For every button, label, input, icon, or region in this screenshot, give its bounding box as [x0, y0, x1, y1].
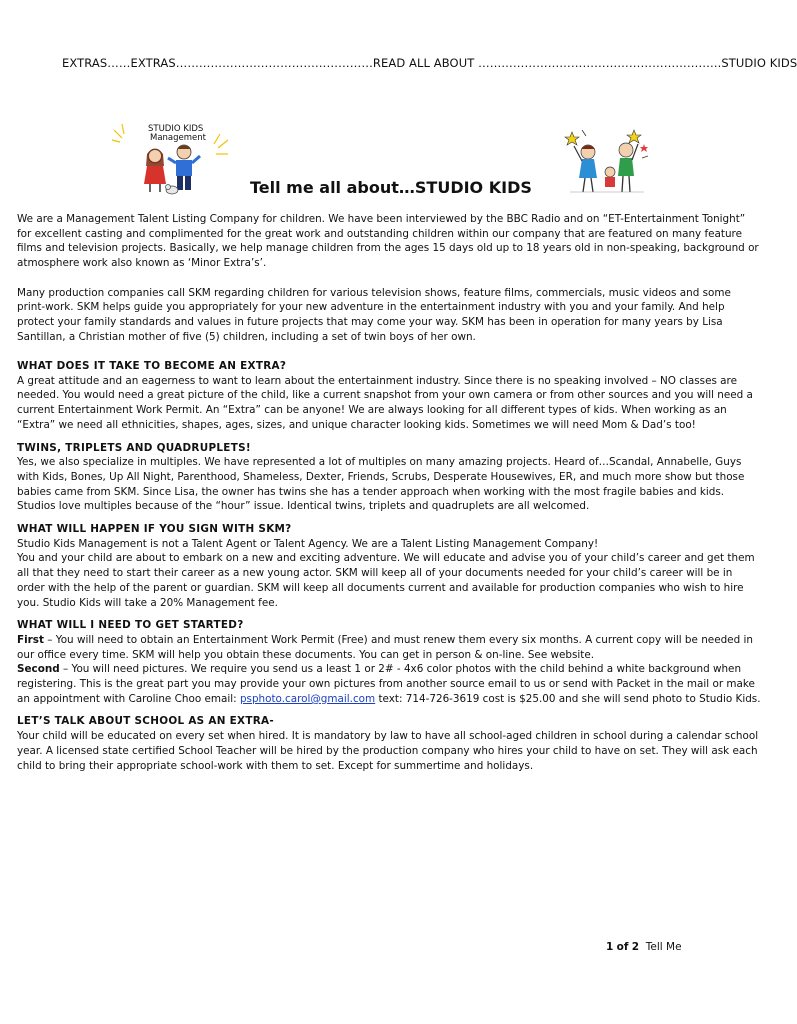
section-heading-extra: WHAT DOES IT TAKE TO BECOME AN EXTRA?	[17, 360, 287, 372]
section-heading-sign: WHAT WILL HAPPEN IF YOU SIGN WITH SKM?	[17, 523, 292, 536]
first-step	[17, 633, 761, 662]
second-label: Second	[17, 663, 60, 676]
section-body-twins: Yes, we also specialize in multiples. We have represented a lot of multiples on many amazing projects. Heard of…Scandal, Annabelle, Guys with Kids, Bones, Up All Night, Parenthood, Shameless, Dexter, Friends, Scrubs, Desperate Housewives, ER, and much more show but those babies came from SKM. Since Lisa, the owner has twins she has a tender approach when working with the most fragile babies and kids. Studios love multiples because of the “hour” issue. Identical twins, triplets and quadruplets are all welcomed.	[17, 456, 745, 513]
section-body-school: Your child will be educated on every set when hired. It is mandatory by law to have all school-aged children in school during a calendar school year. A licensed state certified School Teacher will be hired by the production company who hires your child to have on set. They will ask each child to bring their appropriate school-work with them to set. Except for summertime and holidays.	[17, 730, 759, 772]
logo-line1: STUDIO KIDS	[148, 124, 204, 134]
page-title: Tell me all about…STUDIO KIDS	[250, 178, 532, 197]
second-body: – You will need pictures. We require you send us a least 1 or 2# - 4x6 color photos with the child behind a white background when registering. This is the great part you may provide your own pictures from another source email to us or send with Packet in the mail or make an appointment with Caroline Choo email:	[17, 663, 755, 705]
document-body	[17, 212, 761, 781]
email-link[interactable]: psphoto.carol@gmail.com	[239, 692, 376, 705]
first-label: First	[17, 633, 44, 646]
intro-paragraph-1: We are a Management Talent Listing Company for children. We have been interviewed by the BBC Radio and on “ET-Entertainment Tonight” for excellent casting and complimented for the great work and outstanding children within our company that are featured on many feature films and television projects. Basically, we help manage children from the ages 15 days old up to 18 years old in non-speaking, background or atmosphere work also known as ‘Minor Extra’s’.	[17, 213, 759, 270]
section-body-extra: A great attitude and an eagerness to want to learn about the entertainment industry. Since there is no speaking involved – NO classes are needed. You would need a great picture of the child, like a current snapshot from your own camera or from other sources and you will need a current Entertainment Work Permit. An “Extra” can be anyone! We are always looking for all different types of kids. When working as an “Extra” we need all ethnicities, shapes, ages, sizes, and unique character looking kids. Sometimes we will need Mom & Dad’s too!	[17, 374, 753, 431]
kids-stars-clipart	[560, 128, 650, 196]
page-total: 2	[631, 941, 640, 953]
second-step	[17, 662, 761, 706]
section-heading-start: WHAT WILL I NEED TO GET STARTED?	[17, 619, 244, 632]
first-body: – You will need to obtain an Entertainment Work Permit (Free) and must renew them every six months. A current copy will be needed in our office every time. SKM will help you obtain these documents. You can get in person & on-line. See website.	[17, 633, 753, 661]
page-footer	[606, 941, 682, 953]
header-left: EXTRAS……EXTRAS……………………………………………READ ALL ABOUT	[62, 56, 475, 70]
header-right: STUDIO KIDS	[721, 56, 797, 70]
page-of: of	[616, 941, 629, 953]
footer-label: Tell Me	[645, 941, 682, 953]
second-tail: text: 714-726-3619 cost is $25.00 and she will send photo to Studio Kids.	[375, 692, 761, 705]
section-body-sign: You and your child are about to embark on a new and exciting adventure. We will educate and advise you of your child’s career and get them all that they need to start their career as a new young actor. SKM will keep all of your documents needed for your child’s career will be in order with the help of the parent or guardian. SKM will keep all documents current and available for production companies who wish to hire you. Studio Kids will take a 20% Management fee.	[17, 552, 755, 609]
studio-kids-logo	[110, 118, 230, 198]
section-line-sign: Studio Kids Management is not a Talent Agent or Talent Agency. We are a Talent Listing Management Company!	[17, 537, 599, 550]
logo-line2: Management	[150, 133, 206, 143]
header-middle: ………………………………………………….…..	[478, 56, 722, 70]
page-number: 1	[606, 941, 614, 953]
intro-paragraph-2: Many production companies call SKM regarding children for various television shows, feature films, commercials, music videos and some print-work. SKM helps guide you appropriately for your new adventure in the entertainment industry with you and your family. And help protect your family standards and values in future projects that may come your way. SKM has been in operation for many years by Lisa Santillan, a Christian mother of five (5) children, including a set of twin boys of her own.	[17, 286, 731, 343]
section-heading-school: LET’S TALK ABOUT SCHOOL AS AN EXTRA-	[17, 715, 274, 728]
page-header	[62, 56, 797, 70]
section-heading-twins: TWINS, TRIPLETS AND QUADRUPLETS!	[17, 441, 251, 454]
